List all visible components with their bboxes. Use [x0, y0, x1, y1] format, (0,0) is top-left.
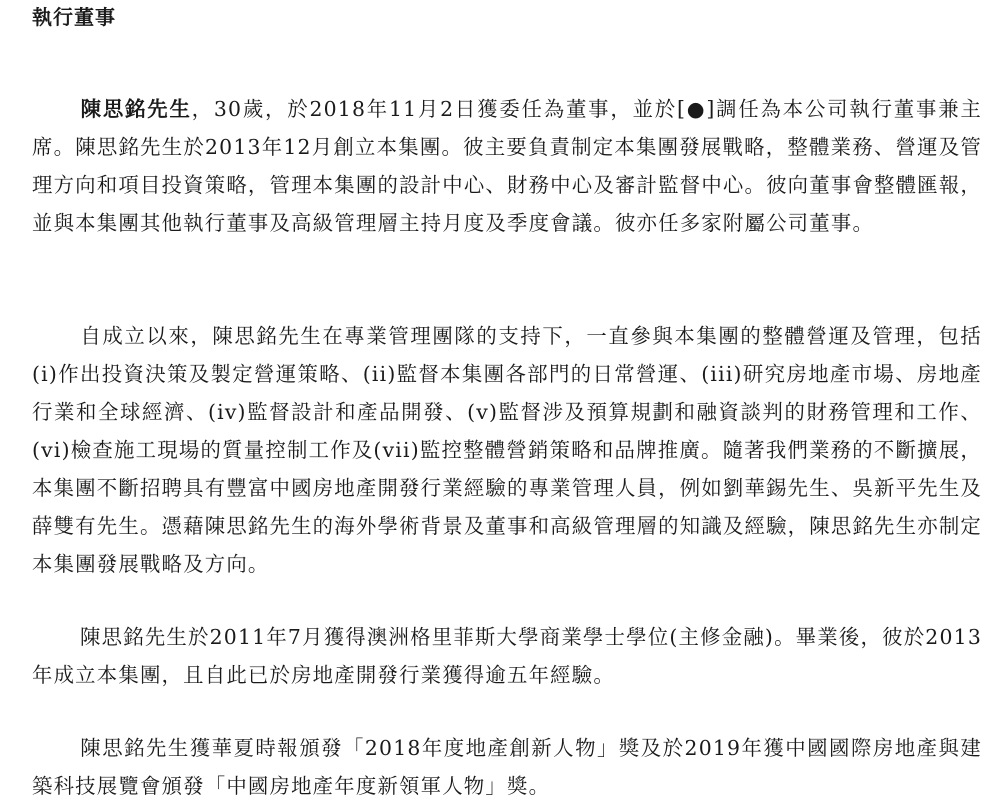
- paragraph-text: 陳思銘先生獲華夏時報頒發「2018年度地產創新人物」獎及於2019年獲中國國際房地產與建築科技展覽會頒發「中國房地產年度新領軍人物」獎。: [32, 736, 982, 799]
- director-name: 陳思銘先生: [80, 97, 192, 122]
- paragraph-education: [32, 618, 982, 694]
- paragraph-text: ，30歲，於2018年11月2日獲委任為董事，並於[●]調任為本公司執行董事兼主席。陳思銘先生於2013年12月創立本集團。彼主要負責制定本集團發展戰略，整體業務、營運及管理方向和項目投資策略，管理本集團的設計中心、財務中心及審計監督中心。彼向董事會整體匯報，並與本集團其他執行董事及高級管理層主持月度及季度會議。彼亦任多家附屬公司董事。: [32, 97, 982, 236]
- paragraph-responsibilities: [32, 317, 982, 583]
- paragraph-text: 陳思銘先生於2011年7月獲得澳洲格里菲斯大學商業學士學位(主修金融)。畢業後，彼於2013年成立本集團，且自此已於房地產開發行業獲得逾五年經驗。: [32, 625, 982, 688]
- paragraph-text: 自成立以來，陳思銘先生在專業管理團隊的支持下，一直參與本集團的整體營運及管理，包括(i)作出投資決策及製定營運策略、(ii)監督本集團各部門的日常營運、(iii)研究房地產市場、房地產行業和全球經濟、(iv)監督設計和產品開發、(v)監督涉及預算規劃和融資談判的財務管理和工作、(vi)檢查施工現場的質量控制工作及(vii)監控整體營銷策略和品牌推廣。隨著我們業務的不斷擴展，本集團不斷招聘具有豐富中國房地產開發行業經驗的專業管理人員，例如劉華錫先生、吳新平先生及薛雙有先生。憑藉陳思銘先生的海外學術背景及董事和高級管理層的知識及經驗，陳思銘先生亦制定本集團發展戰略及方向。: [32, 324, 982, 577]
- paragraph-appointment: [32, 90, 982, 242]
- paragraph-awards: [32, 729, 982, 805]
- section-heading: 執行董事: [32, 5, 116, 29]
